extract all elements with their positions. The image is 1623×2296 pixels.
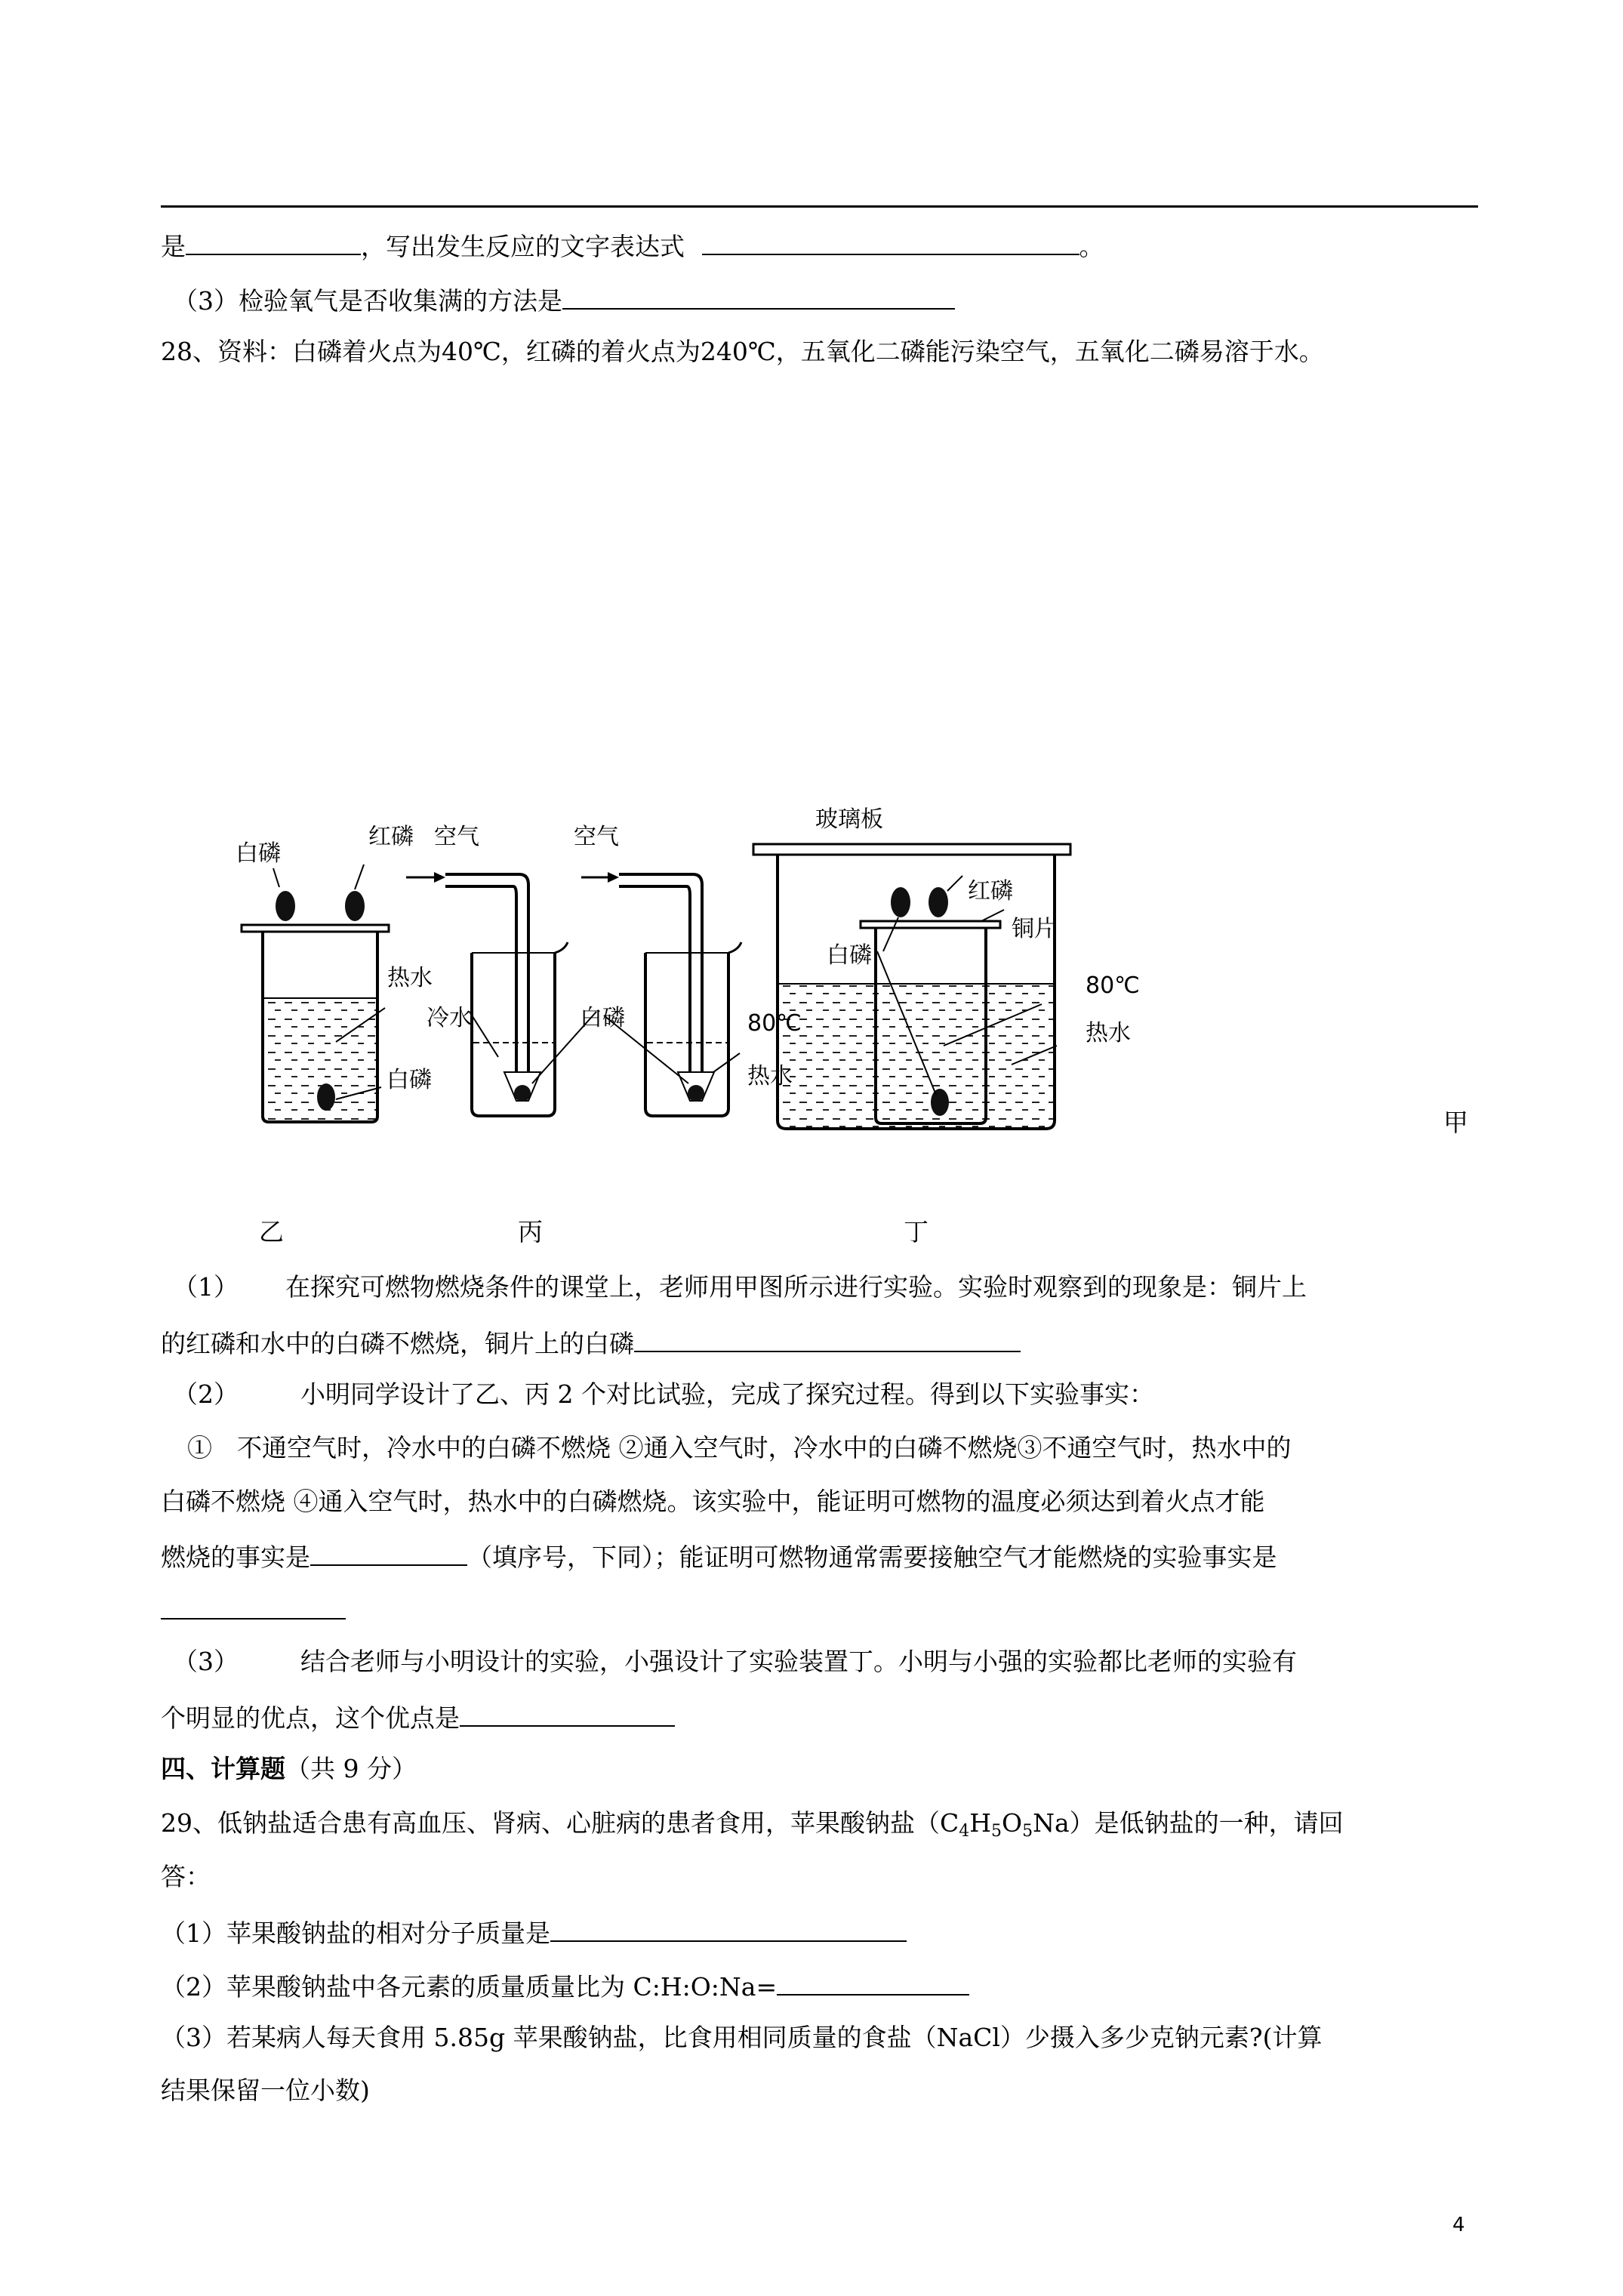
- beaker-jia: [242, 864, 389, 1122]
- white-phosphorus: [276, 891, 295, 921]
- label-boliban: 玻璃板: [815, 806, 883, 833]
- q28-part1-line2: 的红磷和水中的白磷不燃烧，铜片上的白磷: [161, 1324, 1021, 1361]
- caption-yi: 乙: [259, 1217, 284, 1247]
- answer-blank[interactable]: [460, 1698, 675, 1727]
- q27-part3: （3）检验氧气是否收集满的方法是: [173, 281, 955, 319]
- caption-jia: 甲: [1443, 1108, 1468, 1137]
- q28-part1: （1） 在探究可燃物燃烧条件的课堂上，老师用甲图所示进行实验。实验时观察到的现象是：铜片上: [173, 1272, 1307, 1302]
- label-tongpian: 铜片: [1012, 916, 1057, 942]
- label-honglin-ding: 红磷: [968, 878, 1013, 905]
- label-bailin-center: 白磷: [580, 1005, 625, 1031]
- beaker-yi: [445, 874, 596, 1116]
- glass-plate: [753, 844, 1070, 855]
- q28-part2: （2） 小明同学设计了乙、丙 2 个对比试验，完成了探究过程。得到以下实验事实：: [173, 1379, 1154, 1409]
- q28-part2-blank: [161, 1591, 346, 1629]
- answer-blank[interactable]: [310, 1537, 467, 1566]
- q28-part2-l3: 燃烧的事实是 （填序号，下同）；能证明可燃物通常需要接触空气才能燃烧的实验事实是: [161, 1537, 1277, 1575]
- label-temp: 80℃: [747, 1010, 802, 1037]
- beaker-ding: [753, 844, 1070, 1129]
- label-temp-ding: 80℃: [1086, 972, 1140, 999]
- q28-part3: （3） 结合老师与小明设计的实验，小强设计了实验装置丁。小明与小强的实验都比老师的实验有: [173, 1647, 1297, 1676]
- answer-blank[interactable]: [634, 1324, 1021, 1352]
- label-reshui-ding: 热水: [1086, 1020, 1131, 1046]
- q29-intro: 29、低钠盐适合患有高血压、肾病、心脏病的患者食用，苹果酸钠盐$(C_4H_5O_5Na)$是低钠盐的一种，请回: [161, 1808, 1344, 1841]
- label-reshui: 热水: [387, 965, 433, 991]
- label-kongqi-2: 空气: [574, 824, 619, 850]
- label-honglin: 红磷: [368, 824, 414, 850]
- label-kongqi: 空气: [434, 824, 479, 850]
- q29-part3-line1: （3）若某病人每天食用 5.85g 苹果酸钠盐，比食用相同质量的食盐（NaCl）少摄入多少克钠元素?(计算: [161, 2023, 1323, 2052]
- page-number: 4: [1452, 2214, 1465, 2236]
- red-phosphorus: [345, 891, 365, 921]
- answer-blank[interactable]: [550, 1913, 907, 1942]
- q29-part1: （1）苹果酸钠盐的相对分子质量是: [161, 1913, 907, 1951]
- section-4-title: 四、计算题（共 9 分）: [161, 1754, 417, 1783]
- q28-part2-l2: 白磷不燃烧 ④通入空气时，热水中的白磷燃烧。该实验中，能证明可燃物的温度必须达到着火点才能: [161, 1487, 1265, 1516]
- copper-plate: [861, 921, 1000, 928]
- q28-part2-l1: ① 不通空气时，冷水中的白磷不燃烧 ②通入空气时，冷水中的白磷不燃烧③不通空气时，热水中的: [187, 1433, 1292, 1462]
- label-reshui-bing: 热水: [747, 1063, 793, 1089]
- label-bailin-water: 白磷: [387, 1067, 432, 1093]
- q29-part3-line2: 结果保留一位小数): [161, 2076, 370, 2105]
- label-bailin-ding: 白磷: [827, 942, 872, 969]
- q28-part3-line2: 个明显的优点，这个优点是: [161, 1698, 675, 1736]
- white-phosphorus-water: [317, 1083, 335, 1111]
- answer-blank[interactable]: [777, 1967, 969, 1996]
- answer-blank[interactable]: [161, 1591, 346, 1620]
- label-lengshui: 冷水: [427, 1005, 472, 1031]
- q29-intro-line2: 答：: [161, 1862, 211, 1891]
- label-bailin: 白磷: [236, 840, 281, 867]
- caption-bing: 丙: [518, 1217, 543, 1247]
- caption-ding: 丁: [904, 1217, 929, 1247]
- q27-line1: 是 ，写出发生反应的文字表达式 。: [161, 227, 1104, 264]
- beaker-bing: [604, 874, 741, 1116]
- copper-plate: [242, 925, 389, 932]
- q28-intro: 28、资料：白磷着火点为40℃，红磷的着火点为240℃，五氧化二磷能污染空气，五氧化二磷易溶于水。: [161, 337, 1324, 366]
- q29-part2: （2）苹果酸钠盐中各元素的质量质量比为 C:H:O:Na=: [161, 1967, 969, 2005]
